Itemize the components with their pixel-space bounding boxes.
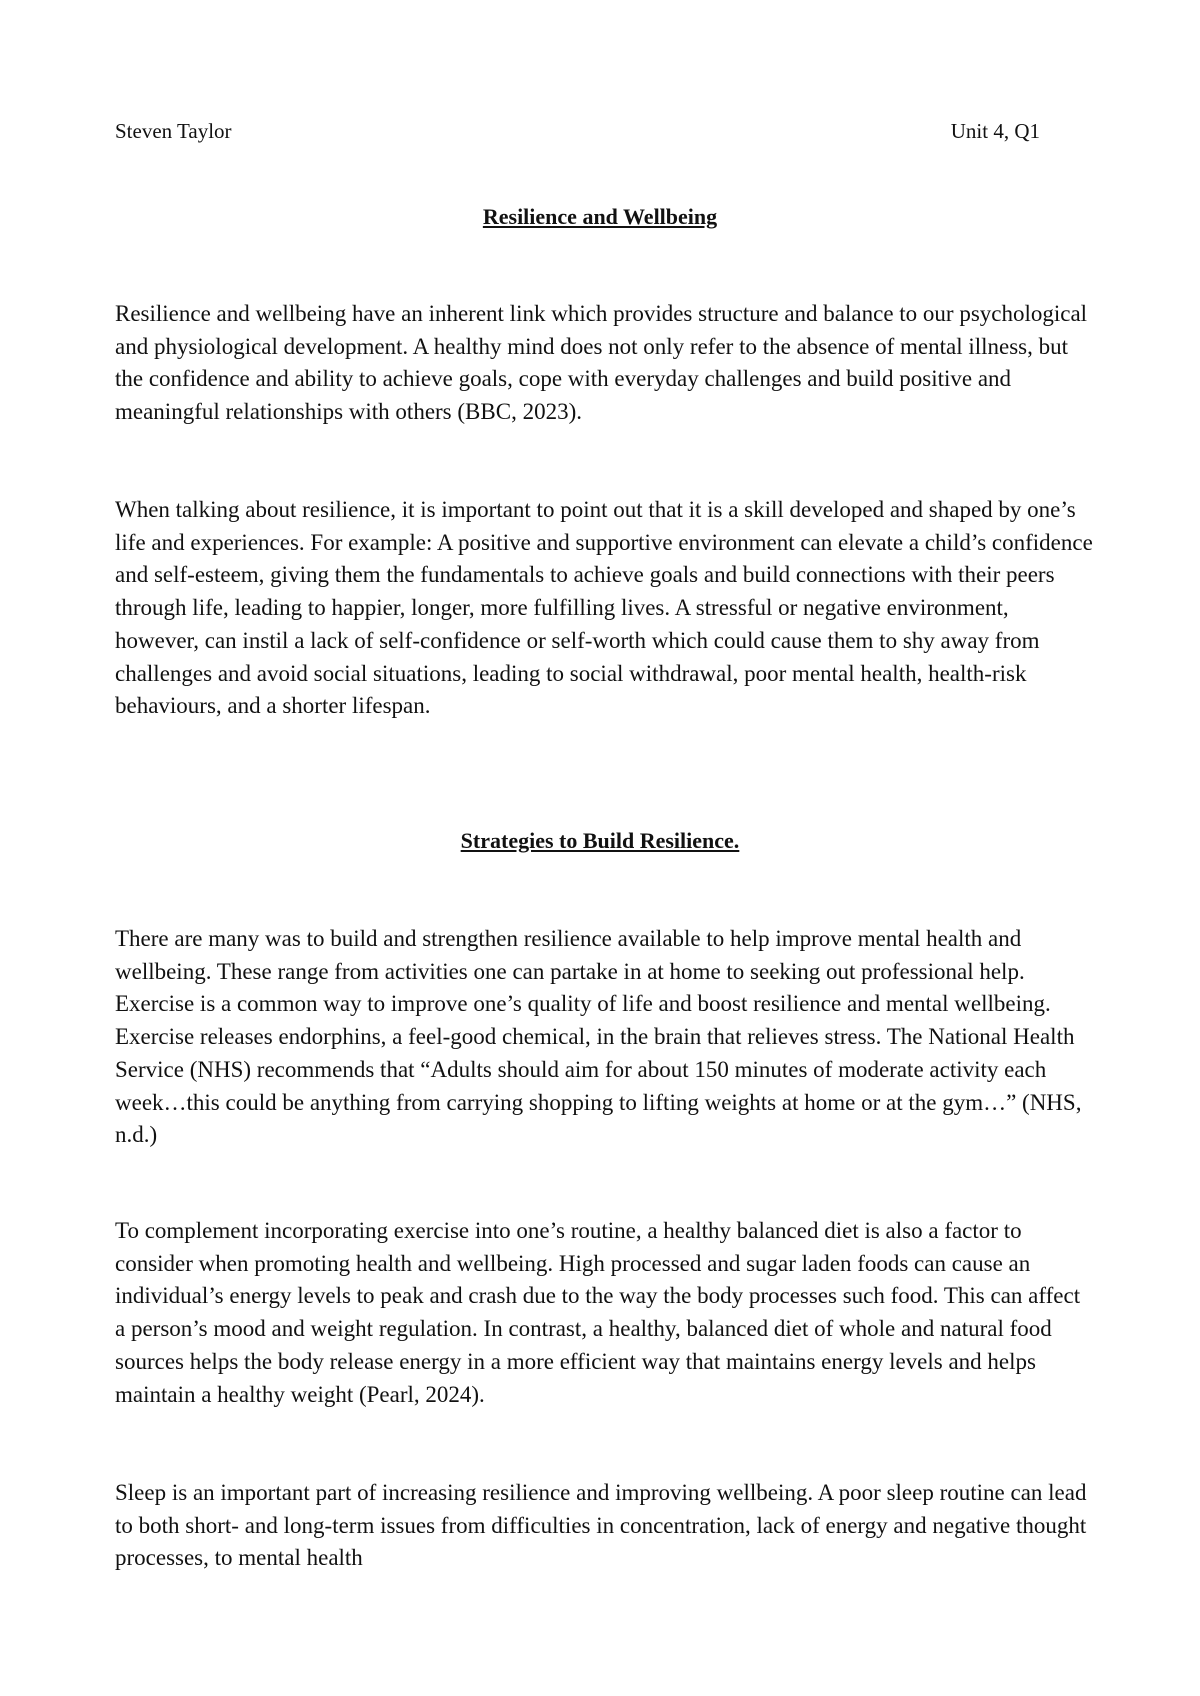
section-title-resilience-wellbeing: Resilience and Wellbeing	[482, 204, 718, 229]
author-name: Steven Taylor	[115, 119, 232, 143]
page-header	[115, 116, 1040, 146]
section-title-strategies: Strategies to Build Resilience.	[460, 828, 740, 853]
paragraph-intro: Resilience and wellbeing have an inherent link which provides structure and balance to our psychological and physiological development. A healthy mind does not only refer to the absence of mental illness, but the confidence and ability to achieve goals, cope with everyday challenges and build positive and meaningful relationships with others (BBC, 2023).	[115, 301, 1088, 425]
unit-label: Unit 4, Q1	[950, 119, 1040, 143]
paragraph-sleep: Sleep is an important part of increasing resilience and improving wellbeing. A poor sleep routine can lead to both short- and long-term issues from difficulties in concentration, lack of energy and negative thought processes, to mental health	[115, 1480, 1087, 1571]
paragraph-resilience-skill: When talking about resilience, it is important to point out that it is a skill developed and shaped by one’s life and experiences. For example: A positive and supportive environment can elevate a child’s confidence and self-esteem, giving them the fundamentals to achieve goals and build connections with their peers through life, leading to happier, longer, more fulfilling lives. A stressful or negative environment, however, can instil a lack of self-confidence or self-worth which could cause them to shy away from challenges and avoid social situations, leading to social withdrawal, poor mental health, health-risk behaviours, and a shorter lifespan.	[115, 497, 1093, 719]
paragraph-exercise: There are many was to build and strengthen resilience available to help improve mental health and wellbeing. These range from activities one can partake in at home to seeking out professional help. Exercise is a common way to improve one’s quality of life and boost resilience and mental wellbeing. Exercise releases endorphins, a feel-good chemical, in the brain that relieves stress. The National Health Service (NHS) recommends that “Adults should aim for about 150 minutes of moderate activity each week…this could be anything from carrying shopping to lifting weights at home or at the gym…” (NHS, n.d.)	[115, 926, 1082, 1148]
paragraph-diet: To complement incorporating exercise into one’s routine, a healthy balanced diet is also a factor to consider when promoting health and wellbeing. High processed and sugar laden foods can cause an individual’s energy levels to peak and crash due to the way the body processes such food. This can affect a person’s mood and weight regulation. In contrast, a healthy, balanced diet of whole and natural food sources helps the body release energy in a more efficient way that maintains energy levels and helps maintain a healthy weight (Pearl, 2024).	[115, 1218, 1081, 1407]
